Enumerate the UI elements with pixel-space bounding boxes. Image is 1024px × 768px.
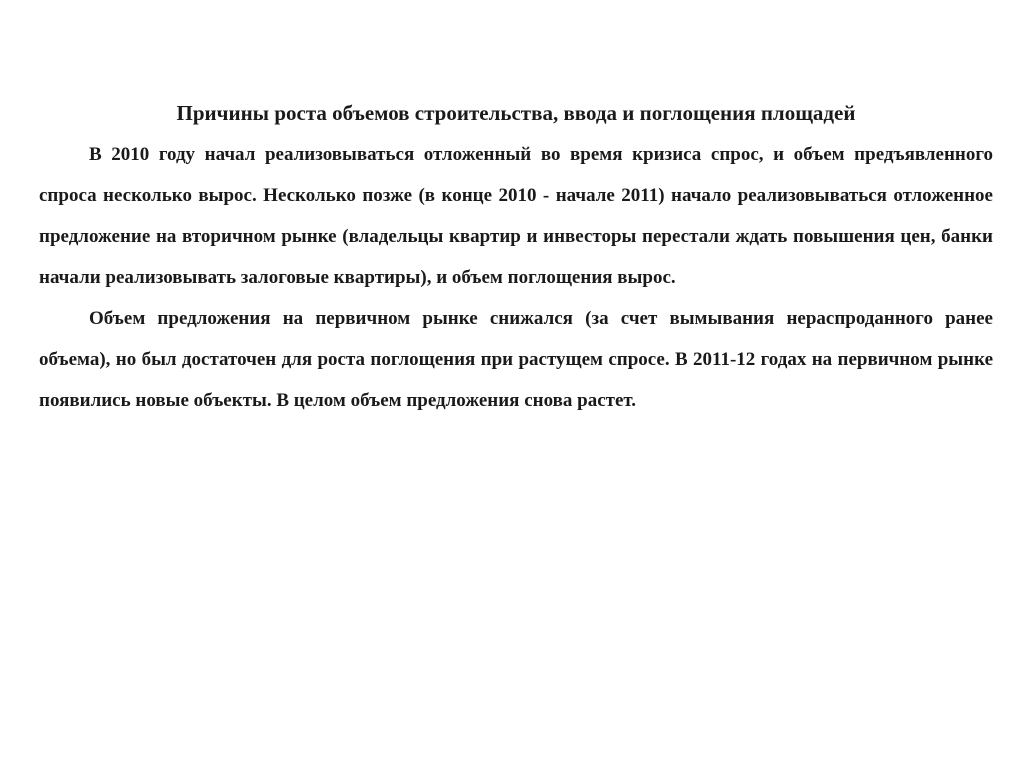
- body-paragraph-2: Объем предложения на первичном рынке снижался (за счет вымывания нераспроданного ранее объема), но был достаточен для роста поглощения при растущем спросе. В 2011-12 годах на первичном рынке появились новые объекты. В целом объем предложения снова растет.: [39, 308, 993, 411]
- slide-title: Причины роста объемов строительства, ввода и поглощения площадей: [176, 101, 856, 125]
- slide-content: [39, 96, 993, 421]
- body-paragraph-1: В 2010 году начал реализовываться отложенный во время кризиса спрос, и объем предъявленного спроса несколько вырос. Несколько позже (в конце 2010 - начале 2011) начало реализовываться отложенное предложение на вторичном рынке (владельцы квартир и инвесторы перестали ждать повышения цен, банки начали реализовывать залоговые квартиры), и объем поглощения вырос.: [39, 144, 993, 288]
